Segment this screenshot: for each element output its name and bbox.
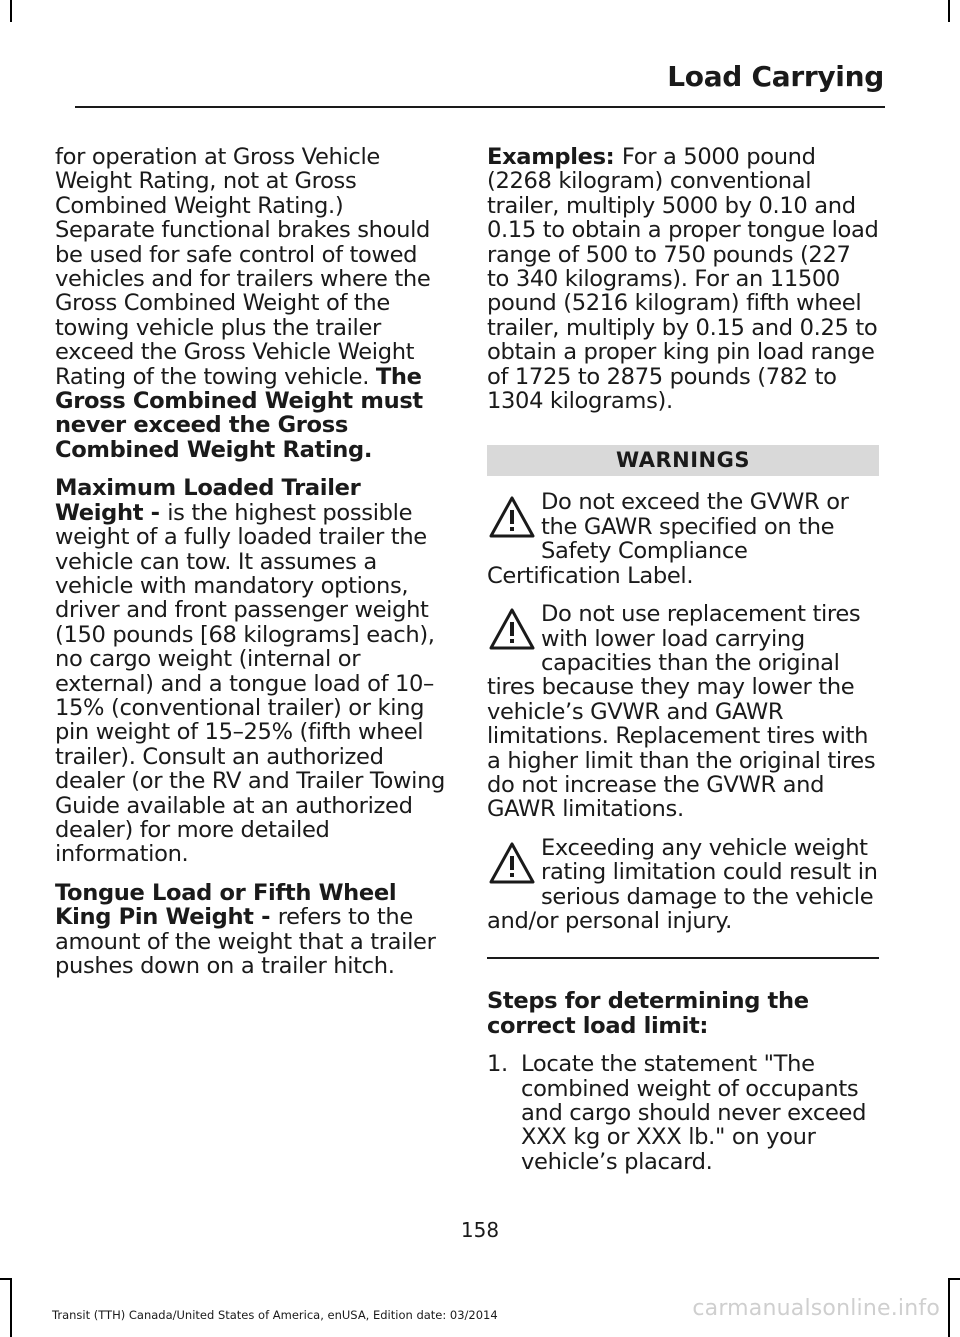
step-number: 1. bbox=[487, 1051, 508, 1078]
tongue-load-paragraph bbox=[55, 881, 447, 979]
warnings-header: WARNINGS bbox=[487, 445, 879, 476]
tongue-load-term: Tongue Load or Fifth Wheel King Pin Weight - bbox=[55, 879, 397, 931]
tongue-load-text: refers to the amount of the weight that a trailer pushes down on a trailer hitch. bbox=[55, 904, 436, 979]
gcw-bold: The Gross Combined Weight must never exceed the Gross Combined Weight Rating. bbox=[55, 363, 423, 463]
page-number: 158 bbox=[460, 1218, 500, 1242]
warning-item bbox=[487, 490, 879, 588]
max-loaded-trailer-text: is the highest possible weight of a fully loaded trailer the vehicle can tow. It assumes a vehicle with mandatory options, driver and front passenger weight (150 pounds [68 kilograms] each), no cargo weight (internal or external) and a tongue load of 10–15% (conventional trailer) or king pin weight of 15–25% (fifth wheel trailer). Consult an authorized dealer (or the RV and Trailer Towing Guide available at an authorized dealer) for more detailed information. bbox=[55, 499, 446, 868]
page-title: Load Carrying bbox=[667, 60, 884, 93]
warning-text: Do not exceed the GVWR or the GAWR specified on the Safety Compliance Certification Label. bbox=[487, 489, 849, 589]
crop-mark-bottom-left bbox=[10, 1278, 12, 1337]
warning-triangle-icon bbox=[487, 840, 537, 886]
crop-mark-top-right bbox=[948, 0, 950, 22]
warnings-end-rule bbox=[487, 957, 879, 959]
warning-triangle-icon bbox=[487, 494, 537, 540]
steps-heading: Steps for determining the correct load limit: bbox=[487, 988, 809, 1039]
crop-mark-bottom-right-h bbox=[948, 1278, 960, 1280]
max-loaded-trailer-paragraph bbox=[55, 476, 447, 867]
right-column bbox=[487, 145, 879, 1174]
warning-item bbox=[487, 836, 879, 934]
watermark: carmanualsonline.info bbox=[692, 1296, 940, 1321]
gross-combined-paragraph bbox=[55, 145, 447, 462]
warning-item bbox=[487, 602, 879, 822]
header-rule bbox=[75, 106, 885, 108]
warning-text: Do not use replacement tires with lower load carrying capacities than the original tires because they may lower the vehicle’s GVWR and GAWR limitations. Replacement tires with a higher limit than the original tires do not increase the GVWR and GAWR limitations. bbox=[487, 601, 876, 823]
footer-edition: Transit (TTH) Canada/United States of America, enUSA, Edition date: 03/2014 bbox=[52, 1308, 498, 1322]
gcw-text: for operation at Gross Vehicle Weight Rating, not at Gross Combined Weight Rating.) Separate functional brakes should be used for safe control of towed vehicles and for trailers where the Gross Combined Weight of the towing vehicle plus the trailer exceed the Gross Vehicle Weight Rating of the towing vehicle. bbox=[55, 144, 431, 390]
crop-mark-bottom-left-h bbox=[0, 1278, 12, 1280]
left-column bbox=[55, 145, 447, 992]
crop-mark-top-left bbox=[10, 0, 12, 22]
examples-paragraph bbox=[487, 145, 879, 413]
max-loaded-trailer-term: Maximum Loaded Trailer Weight - bbox=[55, 475, 361, 526]
step-text: Locate the statement "The combined weight of occupants and cargo should never exceed XXX kg or XXX lb." on your vehicle’s placard. bbox=[521, 1051, 867, 1175]
warning-triangle-icon bbox=[487, 606, 537, 652]
examples-text: For a 5000 pound (2268 kilogram) conventional trailer, multiply 5000 by 0.10 and 0.15 to obtain a proper tongue load range of 500 to 750 pounds (227 to 340 kilograms). For an 11500 pound (5216 kilogram) fifth wheel trailer, multiply by 0.15 and 0.25 to obtain a proper king pin load range of 1725 to 2875 pounds (782 to 1304 kilograms). bbox=[487, 144, 879, 415]
examples-term: Examples: bbox=[487, 144, 622, 170]
warning-text: Exceeding any vehicle weight rating limitation could result in serious damage to the vehicle and/or personal injury. bbox=[487, 834, 878, 934]
crop-mark-bottom-right bbox=[948, 1278, 950, 1337]
list-item bbox=[487, 1052, 879, 1174]
